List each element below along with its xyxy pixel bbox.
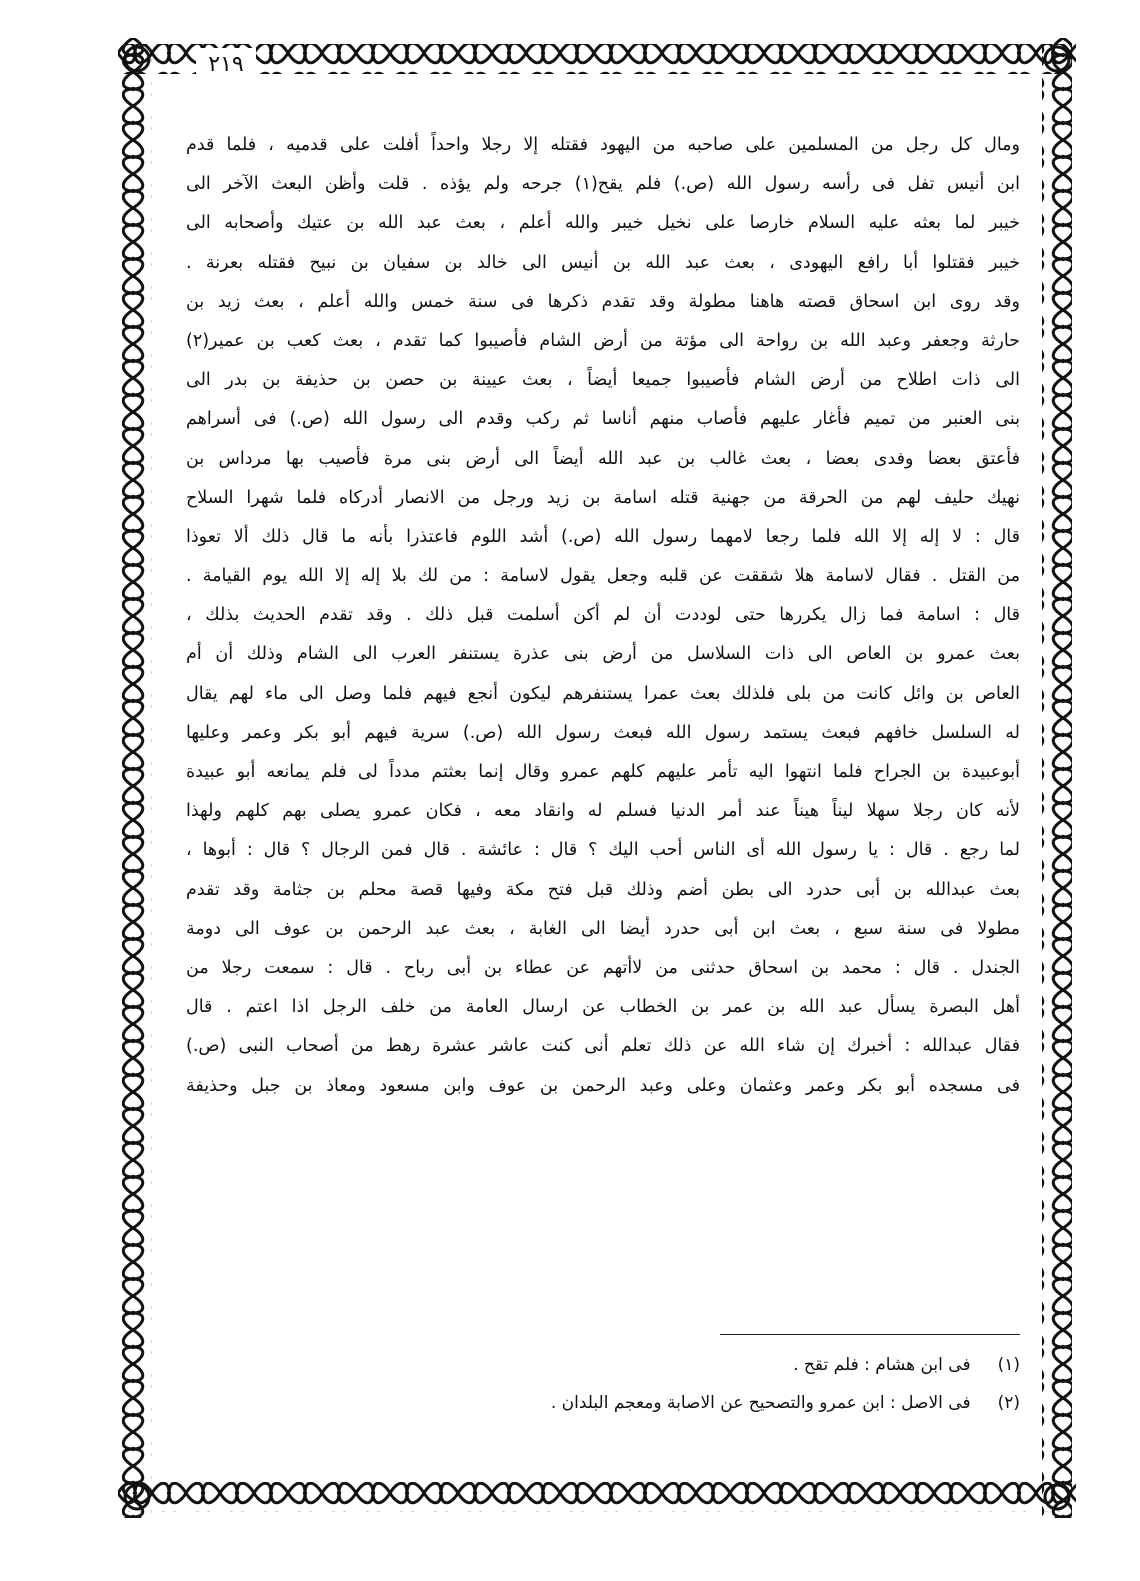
text-line: أبوعبيدة بن الجراح فلما انتهوا اليه تأمر عليهم كلهم عمرو وقال إنما بعثتم مدداً لى فلم يمانعه أبو عبيدة xyxy=(186,762,1020,782)
page-number: ٢١٩ xyxy=(196,48,256,82)
text-line: قال : اسامة فما زال يكررها حتى لوددت أن لم أكن أسلمت قبل ذلك . وقد تقدم الحديث بذلك ، xyxy=(186,605,1020,626)
footnote-2 xyxy=(400,1384,1020,1422)
main-text xyxy=(186,126,1020,1106)
footnote-text: فى الاصل : ابن عمرو والتصحيح عن الاصابة ومعجم البلدان . xyxy=(550,1393,971,1413)
text-line: ومال كل رجل من المسلمين على صاحبه من اليهود فقتله إلا رجلا واحداً أفلت على قدميه ، فلما قدم xyxy=(186,135,1020,155)
footnote-text: فى ابن هشام : فلم تقح . xyxy=(793,1355,971,1375)
text-line: حارثة وجعفر وعبد الله بن رواحة الى مؤتة من أرض الشام فأصيبوا كما تقدم ، بعث كعب بن عمير(٢) xyxy=(186,330,1020,351)
text-line: خيبر لما بعثه عليه السلام خارصا على نخيل خيبر والله أعلم ، بعث عبد الله بن عتيك وأصحابه الى xyxy=(186,213,1020,234)
text-line: أهل البصرة يسأل عبد الله بن عمر بن الخطاب عن ارسال العامة من خلف الرجل اذا اعتم . قال xyxy=(186,997,1020,1018)
text-line: نهيك حليف لهم من الحرقة من جهنية قتله اسامة بن زيد ورجل من الانصار أدركاه فلما شهرا السلاح xyxy=(186,487,1020,508)
text-line: لأنه كان رجلا سهلا ليناً هيناً عند أمر الدنيا فسلم له وانقاد معه ، فكان عمرو يصلى بهم كلهم ولهذا xyxy=(186,801,1020,822)
text-line: له السلسل خافهم فبعث يستمد رسول الله فبعث رسول الله (ص.) سرية فيهم أبو بكر وعمر وعليها xyxy=(186,722,1020,743)
text-line: العاص بن وائل كانت من بلى فلذلك بعث عمرا يستنفرهم ليكون أنجع فيهم فلما وصل الى ماء لهم يقال xyxy=(186,683,1020,704)
text-line: ابن أنيس تفل فى رأسه رسول الله (ص.) فلم يقح(١) جرحه ولم يؤذه . قلت وأظن البعث الآخر الى xyxy=(186,174,1020,195)
text-line: مطولا فى سنة سبع ، بعث ابن أبى حدرد أيضا الى الغابة ، بعث عبد الرحمن بن عوف الى دومة xyxy=(186,918,1020,939)
footnote-marker: (١) xyxy=(997,1355,1020,1375)
text-line: فقال عبدالله : أخبرك إن شاء الله عن ذلك تعلم أنى كنت عاشر عشرة رهط من أصحاب النبى (ص.) xyxy=(186,1036,1020,1057)
text-line: الجندل . قال : محمد بن اسحاق حدثنى من لاأتهم عن عطاء بن أبى رباح . قال : سمعت رجلا من xyxy=(186,957,1020,978)
text-line: لما رجع . قال : يا رسول الله أى الناس أحب اليك ؟ قال : عائشة . قال فمن الرجال ؟ قال : أبوها ، xyxy=(186,840,1020,861)
text-line: الى ذات اطلاح من أرض الشام فأصيبوا جميعا أيضاً ، بعث عيينة بن حصن بن حذيفة بن بدر الى xyxy=(186,370,1020,391)
text-line: قال : لا إله إلا الله فلما رجعا لامهما رسول الله (ص.) أشد اللوم فاعتذرا بأنه ما قال ذلك ألا تعوذا xyxy=(186,526,1020,547)
footnote-divider xyxy=(720,1334,1020,1335)
text-line: فى مسجده أبو بكر وعمر وعثمان وعلى وعبد الرحمن بن عوف وابن مسعود ومعاذ بن جبل وحذيفة xyxy=(186,1075,1020,1096)
footnotes xyxy=(400,1346,1020,1422)
footnote-1 xyxy=(400,1346,1020,1384)
text-line: بعث عبدالله بن أبى حدرد الى بطن أضم وذلك قبل فتح مكة وفيها قصة محلم بن جثامة وقد تقدم xyxy=(186,879,1020,900)
text-line: خيبر فقتلوا أبا رافع اليهودى ، بعث عبد الله بن أنيس الى خالد بن سفيان بن نبيح فقتله بعرنة . xyxy=(186,252,1020,273)
text-line: بعث عمرو بن العاص الى ذات السلاسل من أرض بنى عذرة يستنفر العرب الى الشام وذلك أن أم xyxy=(186,644,1020,665)
text-line: من القتل . فقال لاسامة هلا شققت عن قلبه وجعل يقول لاسامة : من لك بلا إله إلا الله يوم القيامة . xyxy=(186,566,1020,587)
text-line: وقد روى ابن اسحاق قصته هاهنا مطولة وقد تقدم ذكرها فى سنة خمس والله أعلم ، بعث زيد بن xyxy=(186,291,1020,312)
text-line: فأعتق بعضا وفدى بعضا ، بعث غالب بن عبد الله أيضاً الى أرض بنى مرة فأصيب بها مرداس بن xyxy=(186,448,1020,469)
footnote-marker: (٢) xyxy=(997,1393,1020,1413)
text-line: بنى العنبر من تميم فأغار عليهم فأصاب منهم أناسا ثم ركب وقدم الى رسول الله (ص.) فى أسراهم xyxy=(186,409,1020,430)
